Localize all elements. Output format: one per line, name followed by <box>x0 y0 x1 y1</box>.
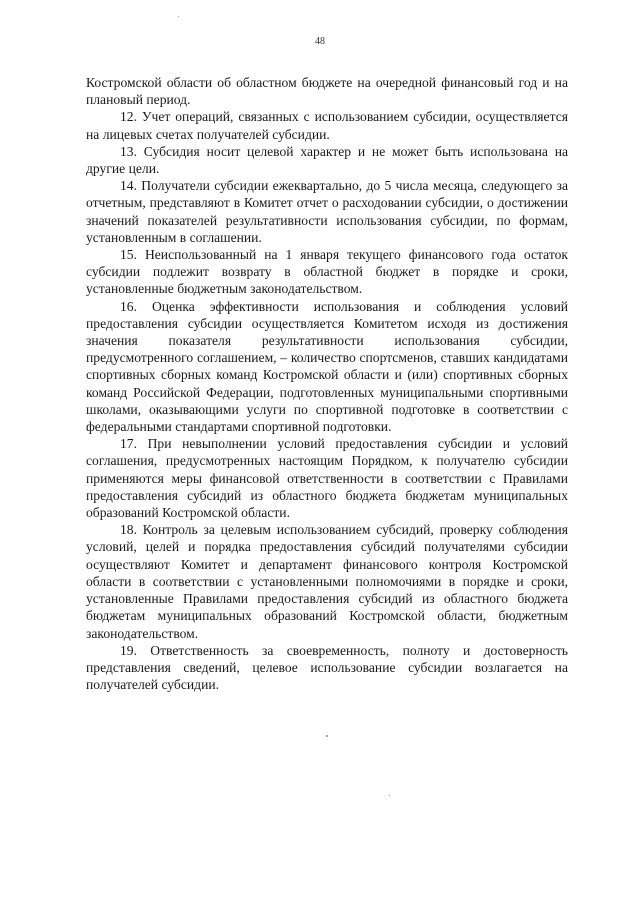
paragraph-18: 18. Контроль за целевым использованием субсидий, проверку соблюдения условий, целей и порядка предоставления субсидий получателями субсидии осуществляют Комитет и департамент финансового контроля Костромской области в соответствии с установленными полномочиями в порядке и сроки, установленные Правилами предоставления субсидий из областного бюджета бюджетам муниципальных образований Костромской области, бюджетным законодательством. <box>86 522 568 641</box>
scan-speck <box>389 795 390 796</box>
paragraph-19: 19. Ответственность за своевременность, полноту и достоверность представления сведений, целевое использование субсидии возлагается на получателей субсидии. <box>86 642 568 693</box>
paragraph-12: 12. Учет операций, связанных с использованием субсидии, осуществляется на лицевых счетах получателей субсидии. <box>86 109 568 142</box>
paragraph-17: 17. При невыполнении условий предоставления субсидии и условий соглашения, предусмотренных настоящим Порядком, к получателю субсидии применяются меры финансовой ответственности в соответствии с Правилами предоставления субсидий из областного бюджета бюджетам муниципальных образований Костромской области. <box>86 436 568 521</box>
scan-speck <box>178 16 179 17</box>
page-number: 48 <box>315 36 325 47</box>
paragraph-continuation: Костромской области об областном бюджете на очередной финансовый год и на плановый период. <box>86 75 568 108</box>
paragraph-16: 16. Оценка эффективности использования и соблюдения условий предоставления субсидии осуществляется Комитетом исходя из достижения значения показателя результативности использования субсидии, предусмотренного соглашением, – количество спортсменов, ставших кандидатами спортивных сборных команд Костромской области и (или) спортивных сборных команд Российской Федерации, подготовленных муниципальными спортивными школами, оказывающими услуги по спортивной подготовке в соответствии с федеральными стандартами спортивной подготовки. <box>86 298 568 435</box>
document-body <box>86 74 568 693</box>
paragraph-14: 14. Получатели субсидии ежеквартально, до 5 числа месяца, следующего за отчетным, представляют в Комитет отчет о расходовании субсидии, о достижении значений показателей результативности использования субсидии, по формам, установленным в соглашении. <box>86 178 568 245</box>
paragraph-13: 13. Субсидия носит целевой характер и не может быть использована на другие цели. <box>86 143 568 177</box>
paragraph-15: 15. Неиспользованный на 1 января текущего финансового года остаток субсидии подлежит возврату в областной бюджет в порядке и сроки, установленные бюджетным законодательством. <box>86 247 568 297</box>
scan-speck <box>326 735 328 737</box>
